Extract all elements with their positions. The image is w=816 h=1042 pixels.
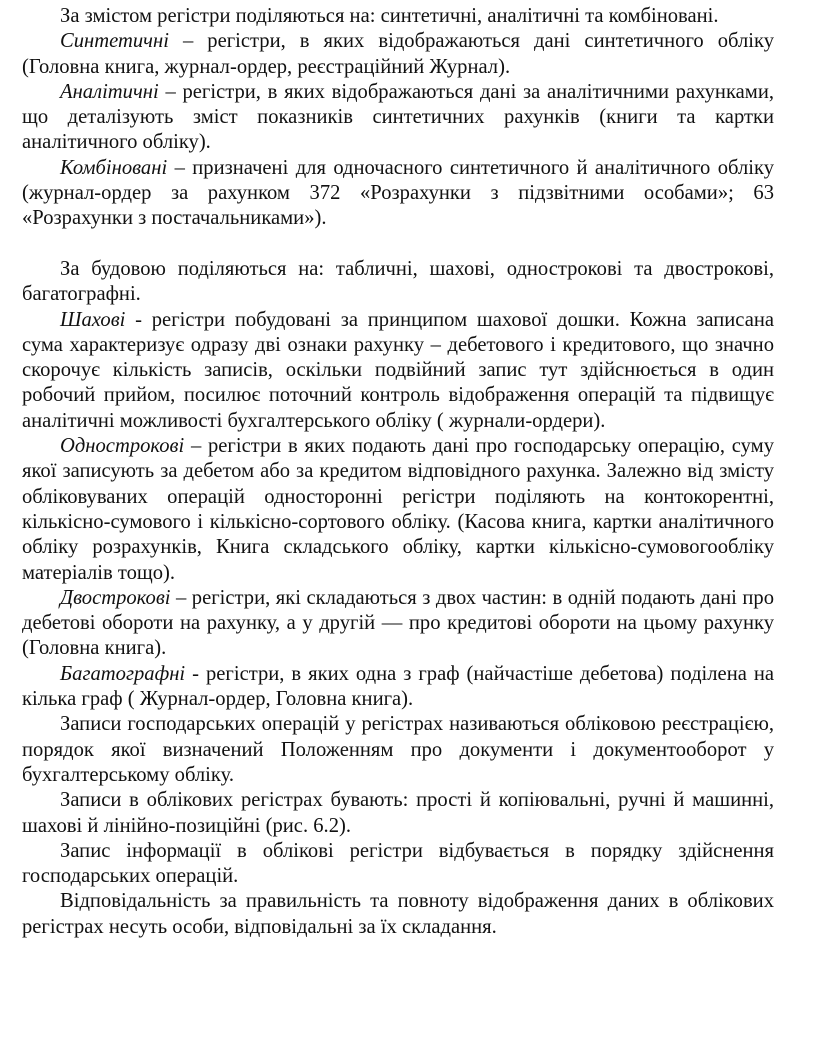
paragraph-multi-column: [22, 662, 774, 713]
paragraph-double-entry: [22, 586, 774, 662]
term-double-entry: Двострокові: [60, 586, 171, 609]
paragraph-text: Запис інформації в облікові регістри відбувається в порядку здійснення господарських операцій.: [22, 839, 774, 888]
paragraph-single-entry: [22, 434, 774, 586]
term-combined: Комбіновані: [60, 156, 168, 179]
paragraph-text: – призначені для одночасного синтетичного й аналітичного обліку (журнал-ордер за рахунком 372 «Розрахунки з підзвітними особами»; 63 «Розрахунки з постачальниками»).: [22, 156, 774, 230]
paragraph-text: - регістри, в яких одна з граф (найчастіше дебетова) поділена на кілька граф ( Журнал-ордер, Головна книга).: [22, 662, 774, 711]
paragraph-text: За будовою поділяються на: табличні, шахові, однострокові та двострокові, багатографні.: [22, 257, 774, 306]
blank-line: [22, 232, 774, 257]
term-analytic: Аналітичні: [60, 80, 159, 103]
paragraph-text: Записи господарських операцій у регістрах називаються обліковою реєстрацією, порядок якої визначений Положенням про документи і документооборот у бухгалтерському обліку.: [22, 713, 774, 786]
term-multi-column: Багатографні: [60, 662, 186, 685]
paragraph-text: – регістри в яких подають дані про господарську операцію, суму якої записують за дебетом або за кредитом відповідного рахунка. Залежно від змісту обліковуваних операцій односторонні регістри поділяють на контокорентні, кількісно-сумового і кількісно-сортового обліку. (Касова книга, картки аналітичного обліку розрахунків, Книга складського обліку, картки кількісно-сумовогообліку матеріалів тощо).: [22, 435, 774, 584]
term-chess: Шахові: [60, 308, 126, 331]
paragraph-entry-kinds: [22, 788, 774, 839]
paragraph-analytic: [22, 80, 774, 156]
paragraph-structure-types: [22, 257, 774, 308]
paragraph-entry-order: [22, 839, 774, 890]
paragraph-responsibility: [22, 889, 774, 940]
paragraph-registration: [22, 712, 774, 788]
paragraph-combined: [22, 156, 774, 232]
paragraph-text: – регістри, в яких відображаються дані за аналітичними рахунками, що деталізують зміст показників синтетичних рахунків (книги та картки аналітичного обліку).: [22, 80, 774, 154]
paragraph-chess: [22, 308, 774, 434]
paragraph-text: За змістом регістри поділяються на: синтетичні, аналітичні та комбіновані.: [60, 5, 719, 27]
paragraph-text: - регістри побудовані за принципом шахової дошки. Кожна записана сума характеризує одразу дві ознаки рахунку – дебетового і кредитового, що значно скорочує кількість записів, оскільки подвійний запис тут здійснюється в один робочий прийом, посилює поточний контроль відображення операцій та підвищує аналітичні можливості бухгалтерського обліку ( журнали-ордери).: [22, 308, 774, 432]
term-single-entry: Однострокові: [60, 435, 185, 458]
paragraph-text: – регістри, в яких відображаються дані синтетичного обліку (Головна книга, журнал-ордер, реєстраційний Журнал).: [22, 30, 774, 78]
paragraph-text: – регістри, які складаються з двох частин: в одній подають дані про дебетові обороти на рахунку, а у другій — про кредитові обороти на цьому рахунку (Головна книга).: [22, 586, 774, 660]
paragraph-text: Відповідальність за правильність та повноту відображення даних в облікових регістрах несуть особи, відповідальні за їх складання.: [22, 890, 774, 938]
paragraph-synthetic: [22, 29, 774, 80]
term-synthetic: Синтетичні: [60, 30, 169, 53]
paragraph-content-types: [22, 4, 774, 29]
paragraph-text: Записи в облікових регістрах бувають: прості й копіювальні, ручні й машинні, шахові й лінійно-позиційні (рис. 6.2).: [22, 789, 774, 837]
